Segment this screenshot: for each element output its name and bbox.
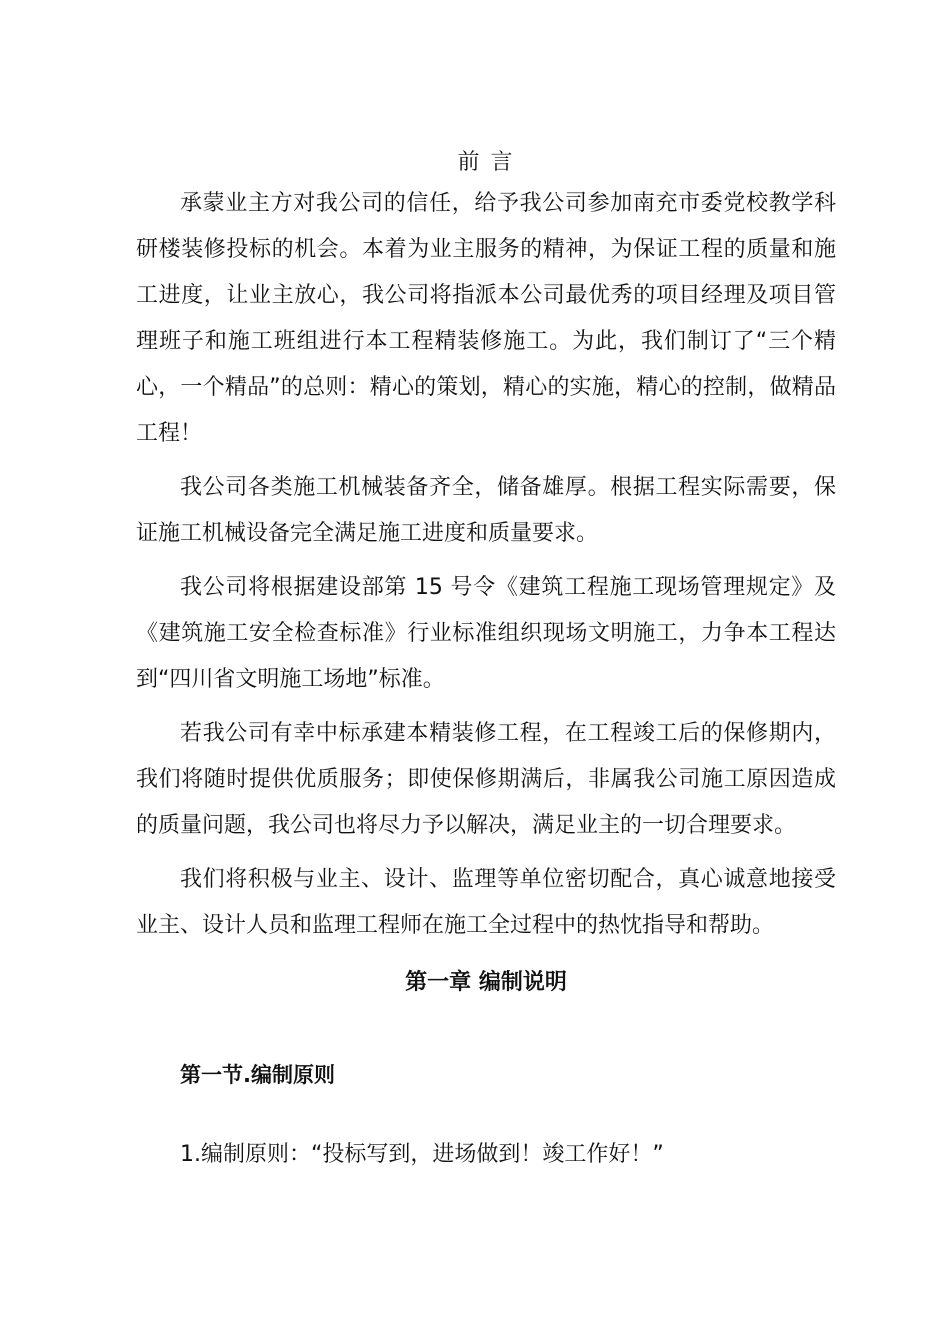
paragraph-site-management: 我公司将根据建设部第 15 号令《建筑工程施工现场管理规定》及《建筑施工安全检查标准》行业标准组织现场文明施工，力争本工程达到“四川省文明施工场地”标准。 — [136, 575, 836, 692]
section-title: 第一节.编制原则 — [180, 1063, 335, 1087]
principle-line: 1.编制原则：“投标写到，进场做到！竣工作好！” — [180, 1142, 664, 1167]
document-content — [136, 145, 836, 1175]
paragraph-equipment: 我公司各类施工机械装备齐全，储备雄厚。根据工程实际需要，保证施工机械设备完全满足施工进度和质量要求。 — [136, 475, 836, 546]
chapter-title: 第一章 编制说明 — [405, 970, 567, 995]
paragraph-intro: 承蒙业主方对我公司的信任，给予我公司参加南充市委党校教学科研楼装修投标的机会。本着为业主服务的精神，为保证工程的质量和施工进度，让业主放心，我公司将指派本公司最优秀的项目经理及项目管理班子和施工班组进行本工程精装修施工。为此，我们制订了“三个精心，一个精品”的总则：精心的策划，精心的实施，精心的控制，做精品工程！ — [136, 191, 836, 446]
preface-title: 前 言 — [457, 150, 515, 175]
paragraph-warranty: 若我公司有幸中标承建本精装修工程，在工程竣工后的保修期内，我们将随时提供优质服务；即使保修期满后，非属我公司施工原因造成的质量问题，我公司也将尽力予以解决，满足业主的一切合理要求。 — [136, 721, 836, 838]
paragraph-cooperation: 我们将积极与业主、设计、监理等单位密切配合，真心诚意地接受业主、设计人员和监理工程师在施工全过程中的热忱指导和帮助。 — [136, 867, 836, 938]
